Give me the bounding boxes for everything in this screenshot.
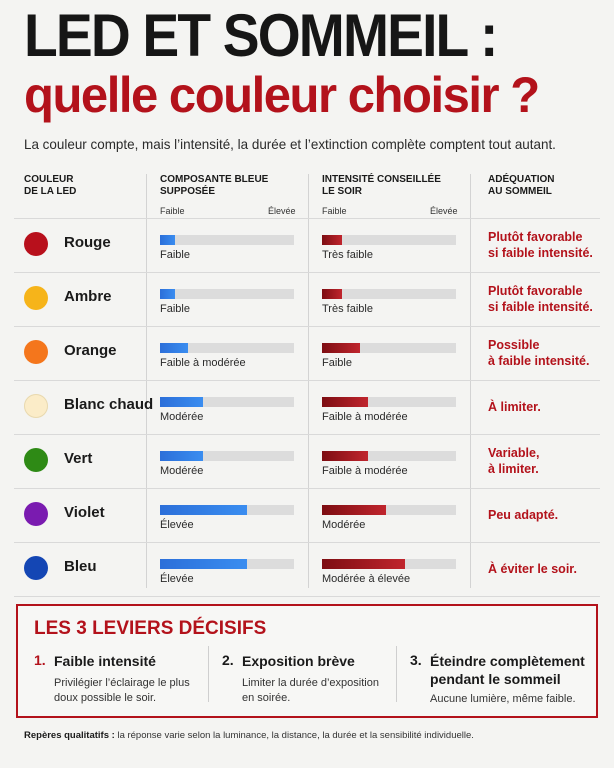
blue-component-fill — [160, 343, 188, 353]
table-row — [0, 380, 614, 434]
blue-component-fill — [160, 397, 203, 407]
intensity-label: Modérée — [322, 519, 366, 531]
lever-desc: Limiter la durée d’exposition — [242, 677, 379, 689]
table-row — [0, 434, 614, 488]
blue-scale-high: Élevée — [268, 206, 296, 216]
intensity-label: Faible — [322, 357, 352, 369]
lever-desc: doux possible le soir. — [54, 692, 157, 704]
intensity-fill — [322, 559, 405, 569]
lever-desc: Aucune lumière, même faible. — [430, 693, 576, 705]
intensity-scale-low: Faible — [322, 206, 347, 216]
led-color-name: Violet — [64, 504, 105, 521]
lever-number: 3. — [410, 652, 422, 668]
intensity-label: Très faible — [322, 249, 373, 261]
color-dot-icon — [24, 502, 48, 526]
blue-component-track — [160, 235, 294, 245]
blue-component-fill — [160, 559, 247, 569]
blue-component-track — [160, 343, 294, 353]
blue-component-track — [160, 559, 294, 569]
intensity-fill — [322, 235, 342, 245]
led-color-name: Bleu — [64, 558, 97, 575]
sleep-suitability: Plutôt favorable si faible intensité. — [488, 284, 593, 314]
lever-divider — [396, 646, 397, 702]
intensity-label: Modérée à élevée — [322, 573, 411, 585]
table-row — [0, 218, 614, 272]
levers-title: LES 3 LEVIERS DÉCISIFS — [34, 618, 267, 639]
led-color-name: Vert — [64, 450, 93, 467]
blue-component-label: Faible — [160, 249, 190, 261]
blue-component-track — [160, 397, 294, 407]
footer-note — [24, 730, 474, 741]
sleep-suitability: À limiter. — [488, 400, 541, 414]
led-color-name: Rouge — [64, 234, 111, 251]
lever-title: pendant le sommeil — [430, 671, 561, 687]
blue-component-label: Élevée — [160, 573, 194, 585]
color-dot-icon — [24, 286, 48, 310]
led-color-name: Ambre — [64, 288, 112, 305]
intensity-track — [322, 397, 456, 407]
table-row — [0, 272, 614, 326]
lever-desc: Privilégier l’éclairage le plus — [54, 677, 190, 689]
intensity-track — [322, 235, 456, 245]
intensity-fill — [322, 451, 368, 461]
header-led-color: COULEUR DE LA LED — [24, 174, 77, 197]
blue-component-label: Faible — [160, 303, 190, 315]
lever-desc: en soirée. — [242, 692, 291, 704]
levers-box — [16, 604, 598, 718]
lever-title: Faible intensité — [54, 653, 156, 669]
blue-scale-low: Faible — [160, 206, 185, 216]
intensity-track — [322, 559, 456, 569]
blue-component-label: Faible à modérée — [160, 357, 246, 369]
blue-component-fill — [160, 451, 203, 461]
intensity-fill — [322, 343, 360, 353]
sleep-suitability: Possible à faible intensité. — [488, 338, 590, 368]
footer-text: la réponse varie selon la luminance, la distance, la durée et la sensibilité individuelle. — [114, 730, 474, 741]
table-row — [0, 488, 614, 542]
blue-component-label: Élevée — [160, 519, 194, 531]
intensity-scale-high: Élevée — [430, 206, 458, 216]
color-dot-icon — [24, 232, 48, 256]
sleep-suitability: Variable, à limiter. — [488, 446, 540, 476]
intensity-fill — [322, 289, 342, 299]
intensity-fill — [322, 505, 386, 515]
blue-component-fill — [160, 235, 175, 245]
lever-number: 2. — [222, 652, 234, 668]
header-suitability: ADÉQUATION AU SOMMEIL — [488, 174, 555, 197]
intensity-label: Faible à modérée — [322, 465, 408, 477]
intensity-track — [322, 451, 456, 461]
blue-component-track — [160, 451, 294, 461]
sleep-suitability: À éviter le soir. — [488, 562, 577, 576]
led-color-name: Blanc chaud — [64, 396, 154, 413]
lever-number: 1. — [34, 652, 46, 668]
color-dot-icon — [24, 556, 48, 580]
blue-component-track — [160, 289, 294, 299]
title-line-2: quelle couleur choisir ? — [24, 67, 539, 123]
intensity-label: Faible à modérée — [322, 411, 408, 423]
blue-component-label: Modérée — [160, 411, 204, 423]
color-dot-icon — [24, 340, 48, 364]
table-row — [0, 326, 614, 380]
intensity-fill — [322, 397, 368, 407]
blue-component-label: Modérée — [160, 465, 204, 477]
color-dot-icon — [24, 394, 48, 418]
title-line-1: LED ET SOMMEIL : — [24, 2, 497, 69]
footer-bold: Repères qualitatifs : — [24, 730, 115, 741]
intensity-label: Très faible — [322, 303, 373, 315]
row-divider — [14, 596, 600, 597]
intensity-track — [322, 505, 456, 515]
header-blue-component: COMPOSANTE BLEUE SUPPOSÉE — [160, 174, 269, 197]
blue-component-fill — [160, 289, 175, 299]
sleep-suitability: Peu adapté. — [488, 508, 559, 522]
blue-component-fill — [160, 505, 247, 515]
sleep-suitability: Plutôt favorable si faible intensité. — [488, 230, 593, 260]
blue-component-track — [160, 505, 294, 515]
led-color-name: Orange — [64, 342, 117, 359]
header-intensity: INTENSITÉ CONSEILLÉE LE SOIR — [322, 174, 441, 197]
table-row — [0, 542, 614, 596]
intensity-track — [322, 343, 456, 353]
lever-title: Éteindre complètement — [430, 653, 585, 669]
intensity-track — [322, 289, 456, 299]
color-dot-icon — [24, 448, 48, 472]
subtitle: La couleur compte, mais l’intensité, la durée et l’extinction complète comptent tout autant. — [24, 136, 556, 152]
lever-title: Exposition brève — [242, 653, 355, 669]
lever-divider — [208, 646, 209, 702]
